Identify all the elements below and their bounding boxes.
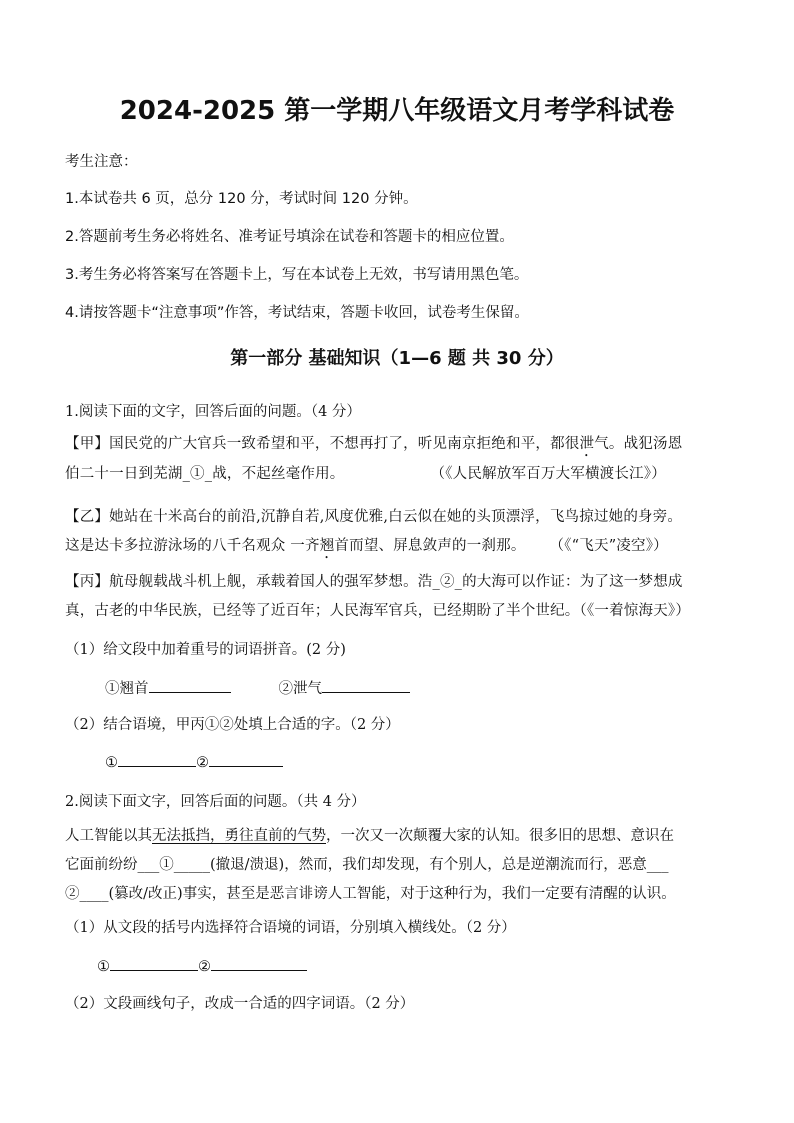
answer-blank-qiaoshou[interactable] <box>149 677 231 693</box>
q1-sub1-answers: ①翘首 ②泄气 <box>105 677 775 698</box>
notice-item-3: 3.考生务必将答案写在答题卡上，写在本试卷上无效，书写请用黑色笔。 <box>65 267 529 283</box>
answer-blank-q2-2[interactable] <box>211 955 307 971</box>
q1-passage-yi: 【乙】她站在十米高台的前沿,沉静自若,风度优雅,白云似在她的头顶漂浮，飞鸟掠过她的身旁。 这是达卡多拉游泳场的八千名观众 一齐翘首而望、屏息敛声的一刹那。 （《“飞天”凌空》） <box>65 509 683 554</box>
answer-blank-1[interactable] <box>118 751 196 767</box>
notice-item-4: 4.请按答题卡“注意事项”作答，考试结束，答题卡收回，试卷考生保留。 <box>65 305 529 321</box>
yi-source: （《“飞天”凌空》） <box>549 538 668 554</box>
notice-heading: 考生注意： <box>65 154 138 170</box>
emphasis-char-xie: 泄 <box>579 436 595 452</box>
q1-passage-bing: 【丙】航母舰载战斗机上舰，承载着国人的强军梦想。浩_②_的大海可以作证：为了这一梦想成 真，古老的中华民族，已经等了近百年；人民海军官兵，已经期盼了半个世纪。（《一着惊海天》） <box>65 574 691 619</box>
q1-sub2: （2）结合语境，甲丙①②处填上合适的字。（2 分） <box>65 717 400 733</box>
q1-stem: 1.阅读下面的文字，回答后面的问题。（4 分） <box>65 404 361 420</box>
q1-sub1: （1）给文段中加着重号的词语拼音。(2 分) <box>65 642 346 658</box>
answer-blank-xieqi[interactable] <box>322 677 410 693</box>
notice-item-1: 1.本试卷共 6 页，总分 120 分，考试时间 120 分钟。 <box>65 191 418 207</box>
jia-source: （《人民解放军百万大军横渡长江》） <box>430 466 666 482</box>
answer-blank-q2-1[interactable] <box>110 955 198 971</box>
q2-sub1-answers: ① ② <box>97 955 767 975</box>
notice-item-2: 2.答题前考生务必将姓名、准考证号填涂在试卷和答题卡的相应位置。 <box>65 229 514 245</box>
emphasis-char-qiao: 翘 <box>319 538 335 554</box>
q1-sub2-answers: ① ② <box>105 751 775 771</box>
q1-passage-jia: 【甲】国民党的广大官兵一致希望和平，不想再打了，听见南京拒绝和平，都很泄气。战犯汤恩 伯二十一日到芜湖_①_战，不起丝毫作用。 （《人民解放军百万大军横渡长江》） <box>65 436 683 482</box>
q2-passage: 人工智能以其无法抵挡，勇往直前的气势，一次又一次颠覆大家的认知。很多旧的思想、意识在 它面前纷纷___①_____(撤退/溃退)，然而，我们却发现，有个别人，总是逆潮流而行，恶意___ ②____(篡改/改正)事实，甚至是恶言诽谤人工智能，对于这种行为，我们一定要有清醒的认识。 <box>65 828 676 902</box>
q2-sub2: （2）文段画线句子，改成一合适的四字词语。（2 分） <box>65 996 415 1012</box>
q2-sub1: （1）从文段的括号内选择符合语境的词语，分别填入横线处。（2 分） <box>65 920 516 936</box>
section-title: 第一部分 基础知识（1—6 题 共 30 分） <box>230 348 564 369</box>
answer-blank-2[interactable] <box>209 751 283 767</box>
q2-stem: 2.阅读下面文字，回答后面的问题。（共 4 分） <box>65 794 366 810</box>
page-title: 2024-2025 第一学期八年级语文月考学科试卷 <box>119 96 675 126</box>
underlined-sentence: 无法抵挡，勇往直前的气势 <box>152 828 326 844</box>
